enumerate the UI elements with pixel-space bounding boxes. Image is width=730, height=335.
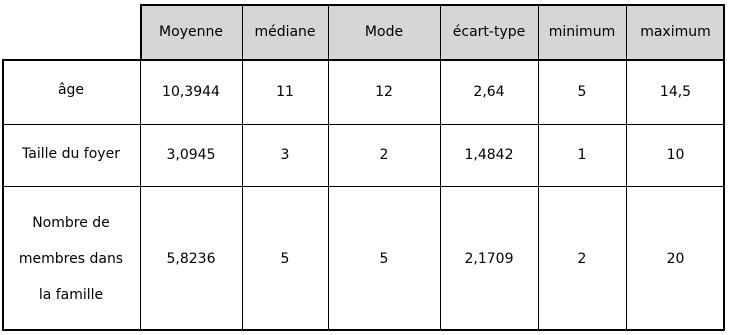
grid-line xyxy=(2,329,725,331)
table-cell: 11 xyxy=(276,84,294,100)
table-cell: 3 xyxy=(280,147,290,163)
header-cell-moyenne: Moyenne xyxy=(140,4,242,60)
table-cell: 14,5 xyxy=(659,84,692,100)
grid-line xyxy=(626,4,627,331)
grid-line xyxy=(242,4,243,331)
table-cell: 2,64 xyxy=(473,84,505,100)
row-label-line: membres dans xyxy=(18,250,124,267)
statistics-table xyxy=(2,4,725,331)
grid-line xyxy=(2,59,725,61)
table-cell: 5 xyxy=(280,250,290,267)
table-cell: 2 xyxy=(379,147,389,163)
table-cell: 20 xyxy=(666,250,685,267)
row-label-age: âge xyxy=(57,82,85,98)
grid-line xyxy=(140,4,725,6)
table-cell: 2 xyxy=(577,250,587,267)
header-cell-maximum: maximum xyxy=(626,4,725,60)
table-cell: 5 xyxy=(379,250,389,267)
table-cell: 5 xyxy=(577,84,587,100)
grid-line xyxy=(723,4,725,331)
table-cell: 10 xyxy=(666,147,685,163)
table-cell: 2,1709 xyxy=(464,250,514,267)
grid-line xyxy=(2,186,725,187)
table-cell: 10,3944 xyxy=(162,84,220,100)
row-label-line: Nombre de xyxy=(32,214,110,231)
table-cell: 3,0945 xyxy=(166,147,216,163)
grid-line xyxy=(440,4,441,331)
grid-line xyxy=(328,4,329,331)
table-cell: 1 xyxy=(577,147,587,163)
table-cell: 1,4842 xyxy=(464,147,514,163)
header-cell-mode: Mode xyxy=(328,4,440,60)
grid-line xyxy=(538,4,539,331)
table-cell: 12 xyxy=(375,84,393,100)
row-label-taille-du-foyer: Taille du foyer xyxy=(22,146,120,162)
row-label-line: la famille xyxy=(38,286,104,303)
table-cell: 5,8236 xyxy=(166,250,216,267)
row-label-nombre-de-membres xyxy=(2,186,140,331)
header-cell-mediane: médiane xyxy=(242,4,328,60)
grid-line xyxy=(2,59,4,331)
grid-line xyxy=(2,124,725,125)
header-cell-ecart-type: écart-type xyxy=(440,4,538,60)
header-cell-minimum: minimum xyxy=(538,4,626,60)
grid-line xyxy=(140,4,141,331)
